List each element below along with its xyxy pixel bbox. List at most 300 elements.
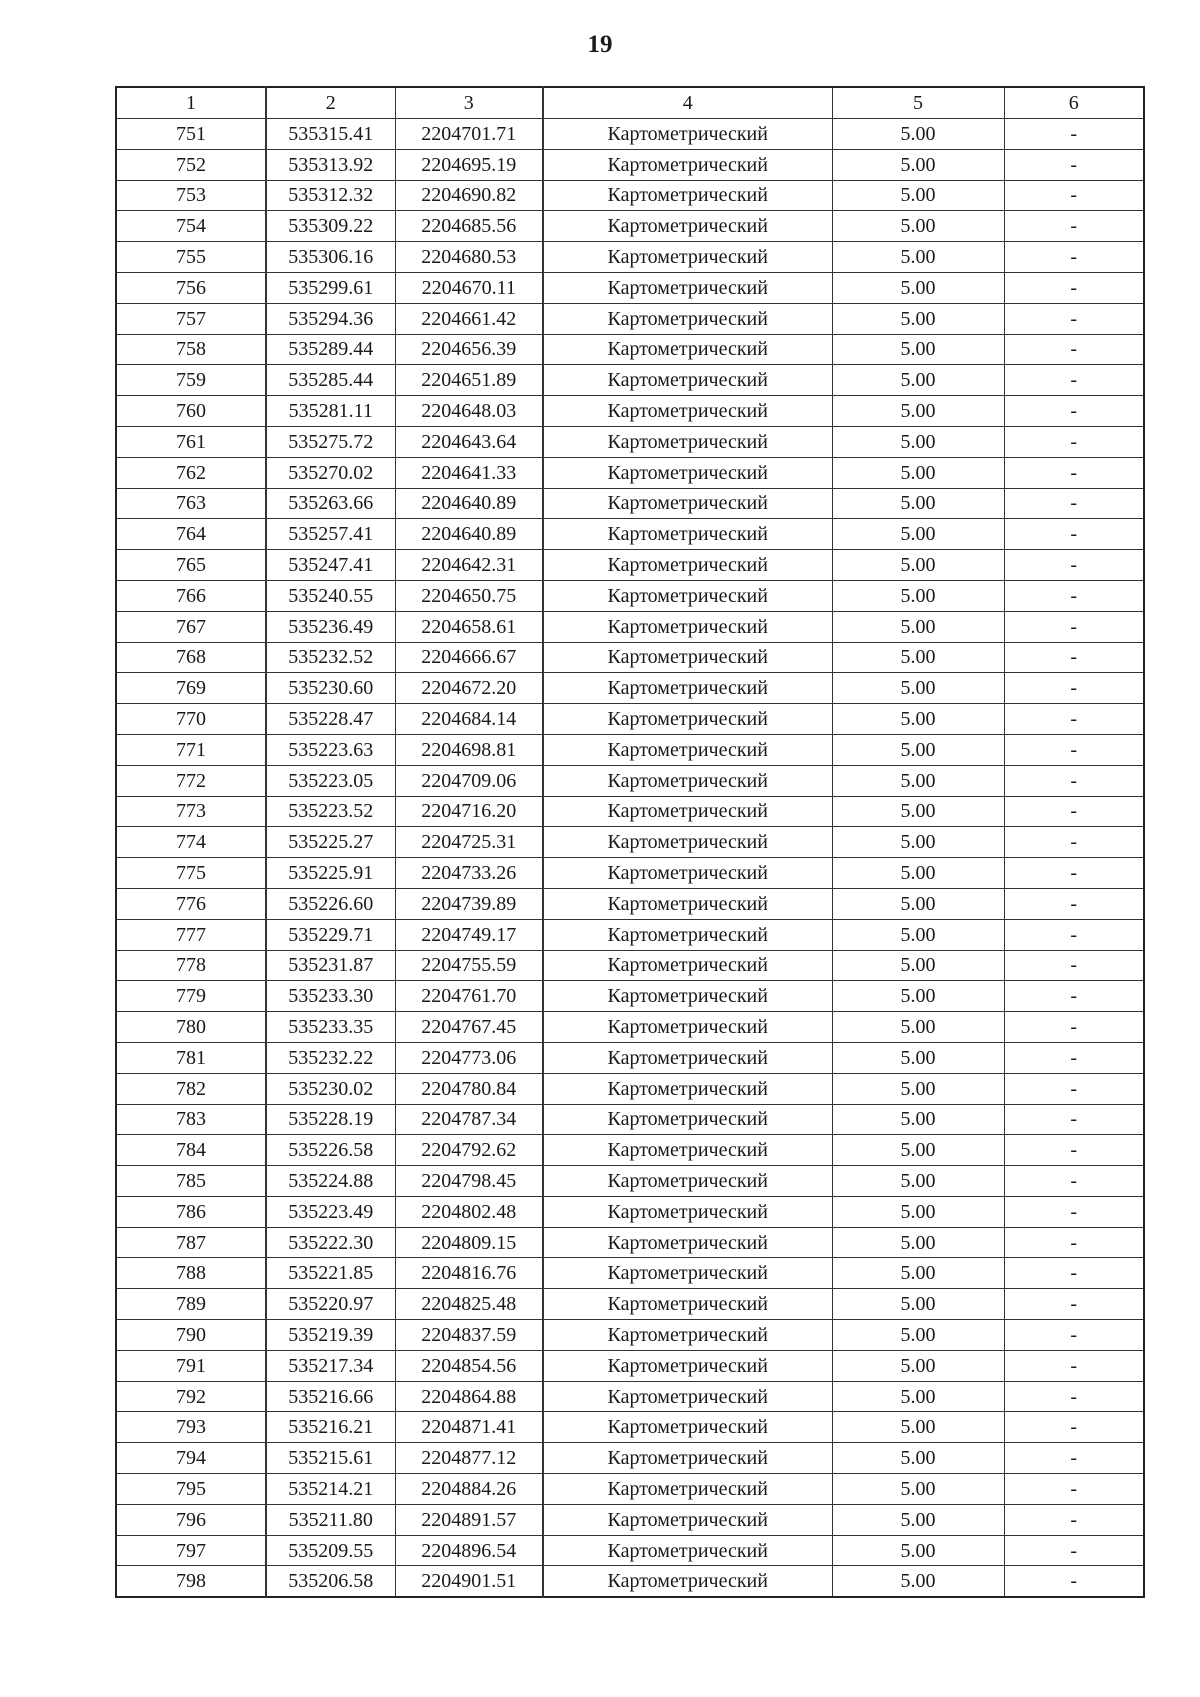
table-row xyxy=(116,796,1144,827)
table-cell: 5.00 xyxy=(832,272,1004,303)
table-cell: 535312.32 xyxy=(266,180,395,211)
table-cell: 5.00 xyxy=(832,642,1004,673)
table-cell: 535226.60 xyxy=(266,888,395,919)
table-cell: 757 xyxy=(116,303,266,334)
table-cell: 535263.66 xyxy=(266,488,395,519)
table-cell: 760 xyxy=(116,396,266,427)
table-cell: 2204716.20 xyxy=(395,796,543,827)
table-cell: 777 xyxy=(116,919,266,950)
table-row xyxy=(116,180,1144,211)
table-row xyxy=(116,1258,1144,1289)
table-cell: 2204749.17 xyxy=(395,919,543,950)
table-cell: 535214.21 xyxy=(266,1474,395,1505)
table-cell: 2204640.89 xyxy=(395,519,543,550)
table-cell: 2204871.41 xyxy=(395,1412,543,1443)
table-cell: 762 xyxy=(116,457,266,488)
table-cell: 5.00 xyxy=(832,1504,1004,1535)
table-cell: Картометрический xyxy=(543,1073,832,1104)
table-cell: 787 xyxy=(116,1227,266,1258)
table-cell: Картометрический xyxy=(543,796,832,827)
table-row xyxy=(116,1504,1144,1535)
column-header: 5 xyxy=(832,87,1004,119)
table-cell: 5.00 xyxy=(832,1196,1004,1227)
table-cell: 2204837.59 xyxy=(395,1320,543,1351)
table-cell: 535231.87 xyxy=(266,950,395,981)
table-row xyxy=(116,827,1144,858)
table-cell: - xyxy=(1004,1320,1144,1351)
table-cell: 2204680.53 xyxy=(395,242,543,273)
table-cell: Картометрический xyxy=(543,611,832,642)
table-cell: 2204896.54 xyxy=(395,1535,543,1566)
table-cell: 5.00 xyxy=(832,211,1004,242)
table-cell: 535225.91 xyxy=(266,858,395,889)
table-cell: Картометрический xyxy=(543,765,832,796)
table-cell: 2204733.26 xyxy=(395,858,543,889)
table-row xyxy=(116,119,1144,150)
table-cell: 535247.41 xyxy=(266,550,395,581)
table-cell: 5.00 xyxy=(832,457,1004,488)
table-row xyxy=(116,1381,1144,1412)
table-row xyxy=(116,673,1144,704)
table-cell: 535294.36 xyxy=(266,303,395,334)
table-row xyxy=(116,642,1144,673)
table-cell: 2204864.88 xyxy=(395,1381,543,1412)
table-cell: 2204825.48 xyxy=(395,1289,543,1320)
table-cell: 2204816.76 xyxy=(395,1258,543,1289)
table-cell: 2204656.39 xyxy=(395,334,543,365)
table-cell: 535220.97 xyxy=(266,1289,395,1320)
table-cell: 5.00 xyxy=(832,1566,1004,1597)
table-cell: - xyxy=(1004,796,1144,827)
table-cell: 756 xyxy=(116,272,266,303)
table-row xyxy=(116,734,1144,765)
table-cell: 2204640.89 xyxy=(395,488,543,519)
table-cell: Картометрический xyxy=(543,1504,832,1535)
table-cell: 761 xyxy=(116,426,266,457)
table-cell: 5.00 xyxy=(832,1320,1004,1351)
table-cell: - xyxy=(1004,242,1144,273)
table-cell: Картометрический xyxy=(543,457,832,488)
table-cell: 535306.16 xyxy=(266,242,395,273)
table-cell: 789 xyxy=(116,1289,266,1320)
table-cell: 797 xyxy=(116,1535,266,1566)
table-cell: 796 xyxy=(116,1504,266,1535)
column-header: 2 xyxy=(266,87,395,119)
table-cell: 775 xyxy=(116,858,266,889)
table-cell: - xyxy=(1004,642,1144,673)
table-cell: 758 xyxy=(116,334,266,365)
table-cell: 535216.66 xyxy=(266,1381,395,1412)
table-cell: 535229.71 xyxy=(266,919,395,950)
table-cell: 795 xyxy=(116,1474,266,1505)
table-cell: 535221.85 xyxy=(266,1258,395,1289)
table-row xyxy=(116,950,1144,981)
table-cell: 2204709.06 xyxy=(395,765,543,796)
table-cell: 535275.72 xyxy=(266,426,395,457)
table-cell: - xyxy=(1004,550,1144,581)
table-cell: 778 xyxy=(116,950,266,981)
table-cell: 759 xyxy=(116,365,266,396)
table-cell: 764 xyxy=(116,519,266,550)
table-cell: Картометрический xyxy=(543,180,832,211)
table-cell: - xyxy=(1004,734,1144,765)
table-cell: 5.00 xyxy=(832,734,1004,765)
table-cell: 5.00 xyxy=(832,303,1004,334)
table-cell: 770 xyxy=(116,704,266,735)
table-cell: Картометрический xyxy=(543,1474,832,1505)
table-cell: 2204685.56 xyxy=(395,211,543,242)
table-cell: - xyxy=(1004,272,1144,303)
table-cell: 794 xyxy=(116,1443,266,1474)
table-cell: Картометрический xyxy=(543,1012,832,1043)
table-cell: - xyxy=(1004,1104,1144,1135)
table-cell: 535285.44 xyxy=(266,365,395,396)
table-cell: - xyxy=(1004,365,1144,396)
table-row xyxy=(116,1535,1144,1566)
table-row xyxy=(116,765,1144,796)
table-cell: 2204877.12 xyxy=(395,1443,543,1474)
table-cell: 784 xyxy=(116,1135,266,1166)
table-cell: - xyxy=(1004,488,1144,519)
table-cell: 766 xyxy=(116,580,266,611)
table-cell: Картометрический xyxy=(543,334,832,365)
table-row xyxy=(116,550,1144,581)
table-cell: 2204809.15 xyxy=(395,1227,543,1258)
table-cell: 5.00 xyxy=(832,1535,1004,1566)
table-cell: - xyxy=(1004,1166,1144,1197)
table-cell: 535230.60 xyxy=(266,673,395,704)
table-cell: 5.00 xyxy=(832,242,1004,273)
table-cell: Картометрический xyxy=(543,950,832,981)
table-row xyxy=(116,1135,1144,1166)
table-cell: 751 xyxy=(116,119,266,150)
table-cell: 2204661.42 xyxy=(395,303,543,334)
table-cell: 2204761.70 xyxy=(395,981,543,1012)
table-cell: 779 xyxy=(116,981,266,1012)
table-cell: 535228.19 xyxy=(266,1104,395,1135)
table-cell: 2204725.31 xyxy=(395,827,543,858)
table-cell: Картометрический xyxy=(543,1350,832,1381)
table-cell: 772 xyxy=(116,765,266,796)
table-cell: Картометрический xyxy=(543,642,832,673)
table-cell: Картометрический xyxy=(543,1196,832,1227)
table-cell: 780 xyxy=(116,1012,266,1043)
table-cell: - xyxy=(1004,149,1144,180)
table-cell: 2204798.45 xyxy=(395,1166,543,1197)
table-cell: - xyxy=(1004,981,1144,1012)
table-cell: Картометрический xyxy=(543,1042,832,1073)
table-row xyxy=(116,242,1144,273)
table-row xyxy=(116,1073,1144,1104)
table-cell: Картометрический xyxy=(543,303,832,334)
table-cell: Картометрический xyxy=(543,704,832,735)
table-cell: 788 xyxy=(116,1258,266,1289)
table-cell: 2204739.89 xyxy=(395,888,543,919)
table-cell: Картометрический xyxy=(543,1104,832,1135)
table-cell: - xyxy=(1004,1381,1144,1412)
table-cell: 535223.52 xyxy=(266,796,395,827)
table-cell: 5.00 xyxy=(832,396,1004,427)
table-cell: - xyxy=(1004,1504,1144,1535)
table-cell: - xyxy=(1004,888,1144,919)
table-cell: 2204901.51 xyxy=(395,1566,543,1597)
table-row xyxy=(116,1289,1144,1320)
table-row xyxy=(116,149,1144,180)
table-cell: 774 xyxy=(116,827,266,858)
table-row xyxy=(116,457,1144,488)
table-cell: - xyxy=(1004,704,1144,735)
table-cell: 535309.22 xyxy=(266,211,395,242)
table-cell: 5.00 xyxy=(832,119,1004,150)
table-cell: - xyxy=(1004,765,1144,796)
table-row xyxy=(116,334,1144,365)
table-cell: 5.00 xyxy=(832,1443,1004,1474)
table-cell: 5.00 xyxy=(832,888,1004,919)
table-cell: - xyxy=(1004,827,1144,858)
table-cell: - xyxy=(1004,1135,1144,1166)
table-cell: - xyxy=(1004,1412,1144,1443)
table-cell: 786 xyxy=(116,1196,266,1227)
table-cell: 754 xyxy=(116,211,266,242)
table-cell: 776 xyxy=(116,888,266,919)
table-cell: - xyxy=(1004,211,1144,242)
table-cell: - xyxy=(1004,396,1144,427)
table-cell: - xyxy=(1004,180,1144,211)
page-number: 19 xyxy=(587,31,613,58)
table-cell: 5.00 xyxy=(832,673,1004,704)
table-cell: 2204690.82 xyxy=(395,180,543,211)
table-cell: Картометрический xyxy=(543,149,832,180)
table-cell: 5.00 xyxy=(832,426,1004,457)
table-row xyxy=(116,981,1144,1012)
table-cell: 535232.52 xyxy=(266,642,395,673)
table-cell: 535222.30 xyxy=(266,1227,395,1258)
table-cell: 2204891.57 xyxy=(395,1504,543,1535)
table-cell: 2204650.75 xyxy=(395,580,543,611)
table-cell: 2204755.59 xyxy=(395,950,543,981)
table-cell: 2204643.64 xyxy=(395,426,543,457)
table-cell: - xyxy=(1004,858,1144,889)
table-cell: 5.00 xyxy=(832,488,1004,519)
table-cell: Картометрический xyxy=(543,1443,832,1474)
table-cell: 5.00 xyxy=(832,1012,1004,1043)
table-cell: 5.00 xyxy=(832,1135,1004,1166)
table-cell: - xyxy=(1004,580,1144,611)
table-row xyxy=(116,1412,1144,1443)
table-cell: Картометрический xyxy=(543,1227,832,1258)
table-cell: 5.00 xyxy=(832,1412,1004,1443)
table-cell: Картометрический xyxy=(543,1412,832,1443)
table-cell: - xyxy=(1004,1443,1144,1474)
table-cell: - xyxy=(1004,611,1144,642)
table-cell: 2204670.11 xyxy=(395,272,543,303)
table-cell: 5.00 xyxy=(832,1073,1004,1104)
table-cell: 5.00 xyxy=(832,1258,1004,1289)
table-cell: 535281.11 xyxy=(266,396,395,427)
table-cell: 535315.41 xyxy=(266,119,395,150)
table-cell: 792 xyxy=(116,1381,266,1412)
table-cell: 752 xyxy=(116,149,266,180)
table-row xyxy=(116,396,1144,427)
table-cell: Картометрический xyxy=(543,827,832,858)
table-cell: - xyxy=(1004,673,1144,704)
table-cell: 5.00 xyxy=(832,580,1004,611)
table-cell: 755 xyxy=(116,242,266,273)
table-cell: 2204648.03 xyxy=(395,396,543,427)
column-header: 4 xyxy=(543,87,832,119)
table-row xyxy=(116,1166,1144,1197)
table-row xyxy=(116,1474,1144,1505)
table-cell: - xyxy=(1004,1042,1144,1073)
table-cell: 2204787.34 xyxy=(395,1104,543,1135)
table-cell: 535219.39 xyxy=(266,1320,395,1351)
table-cell: 5.00 xyxy=(832,1474,1004,1505)
table-cell: 5.00 xyxy=(832,550,1004,581)
table-cell: - xyxy=(1004,1535,1144,1566)
coordinates-table xyxy=(115,86,1145,1598)
table-row xyxy=(116,1196,1144,1227)
table-row xyxy=(116,365,1144,396)
column-header: 3 xyxy=(395,87,543,119)
table-cell: 2204773.06 xyxy=(395,1042,543,1073)
table-cell: 5.00 xyxy=(832,365,1004,396)
table-cell: Картометрический xyxy=(543,1166,832,1197)
table-cell: 5.00 xyxy=(832,180,1004,211)
table-row xyxy=(116,611,1144,642)
table-row xyxy=(116,580,1144,611)
table-cell: Картометрический xyxy=(543,211,832,242)
table-cell: 791 xyxy=(116,1350,266,1381)
table-cell: Картометрический xyxy=(543,550,832,581)
table-cell: 2204701.71 xyxy=(395,119,543,150)
table-cell: 535299.61 xyxy=(266,272,395,303)
table-cell: 535233.30 xyxy=(266,981,395,1012)
table-cell: Картометрический xyxy=(543,888,832,919)
table-row xyxy=(116,303,1144,334)
table-row xyxy=(116,211,1144,242)
table-cell: 535215.61 xyxy=(266,1443,395,1474)
table-cell: 2204666.67 xyxy=(395,642,543,673)
table-cell: 535224.88 xyxy=(266,1166,395,1197)
table-cell: 535217.34 xyxy=(266,1350,395,1381)
table-cell: 5.00 xyxy=(832,827,1004,858)
table-cell: 783 xyxy=(116,1104,266,1135)
table-cell: 5.00 xyxy=(832,704,1004,735)
table-cell: 2204802.48 xyxy=(395,1196,543,1227)
table-cell: - xyxy=(1004,457,1144,488)
table-cell: - xyxy=(1004,1350,1144,1381)
table-cell: Картометрический xyxy=(543,1566,832,1597)
table-row xyxy=(116,1104,1144,1135)
table-header-row xyxy=(116,87,1144,119)
table-cell: Картометрический xyxy=(543,1381,832,1412)
table-cell: Картометрический xyxy=(543,488,832,519)
table-cell: 5.00 xyxy=(832,919,1004,950)
column-header: 1 xyxy=(116,87,266,119)
table-cell: - xyxy=(1004,426,1144,457)
table-cell: 5.00 xyxy=(832,1289,1004,1320)
table-cell: 535206.58 xyxy=(266,1566,395,1597)
table-cell: Картометрический xyxy=(543,734,832,765)
table-cell: 2204658.61 xyxy=(395,611,543,642)
table-row xyxy=(116,858,1144,889)
table-row xyxy=(116,488,1144,519)
table-cell: Картометрический xyxy=(543,519,832,550)
table-cell: - xyxy=(1004,519,1144,550)
table-cell: 2204695.19 xyxy=(395,149,543,180)
table-cell: 2204698.81 xyxy=(395,734,543,765)
table-cell: Картометрический xyxy=(543,1135,832,1166)
table-row xyxy=(116,704,1144,735)
table-cell: 2204884.26 xyxy=(395,1474,543,1505)
table-row xyxy=(116,888,1144,919)
table-cell: Картометрический xyxy=(543,981,832,1012)
table-cell: 535223.49 xyxy=(266,1196,395,1227)
table-row xyxy=(116,1320,1144,1351)
table-cell: - xyxy=(1004,950,1144,981)
table-cell: - xyxy=(1004,334,1144,365)
table-cell: Картометрический xyxy=(543,1289,832,1320)
table-cell: 5.00 xyxy=(832,981,1004,1012)
table-cell: Картометрический xyxy=(543,1258,832,1289)
table-cell: 535313.92 xyxy=(266,149,395,180)
table-cell: 5.00 xyxy=(832,611,1004,642)
table-row xyxy=(116,1042,1144,1073)
table-row xyxy=(116,1350,1144,1381)
table-cell: 768 xyxy=(116,642,266,673)
table-cell: 2204780.84 xyxy=(395,1073,543,1104)
table-row xyxy=(116,1443,1144,1474)
table-row xyxy=(116,1012,1144,1043)
table-cell: 5.00 xyxy=(832,1104,1004,1135)
table-cell: - xyxy=(1004,1196,1144,1227)
table-cell: 535236.49 xyxy=(266,611,395,642)
table-cell: 5.00 xyxy=(832,334,1004,365)
table-cell: 535232.22 xyxy=(266,1042,395,1073)
table-cell: 535233.35 xyxy=(266,1012,395,1043)
table-cell: 5.00 xyxy=(832,1042,1004,1073)
table-cell: Картометрический xyxy=(543,1535,832,1566)
table-cell: 771 xyxy=(116,734,266,765)
table-cell: 535209.55 xyxy=(266,1535,395,1566)
table-cell: 773 xyxy=(116,796,266,827)
table-cell: 535240.55 xyxy=(266,580,395,611)
table-cell: 535289.44 xyxy=(266,334,395,365)
table-cell: - xyxy=(1004,1289,1144,1320)
table-row xyxy=(116,919,1144,950)
table-cell: 5.00 xyxy=(832,765,1004,796)
table-cell: 5.00 xyxy=(832,1350,1004,1381)
table-cell: 5.00 xyxy=(832,1381,1004,1412)
table-cell: - xyxy=(1004,1227,1144,1258)
table-cell: 2204767.45 xyxy=(395,1012,543,1043)
table-row xyxy=(116,1227,1144,1258)
table-cell: Картометрический xyxy=(543,242,832,273)
table-cell: 785 xyxy=(116,1166,266,1197)
table-cell: 2204651.89 xyxy=(395,365,543,396)
table-cell: 765 xyxy=(116,550,266,581)
table-cell: - xyxy=(1004,919,1144,950)
table-cell: Картометрический xyxy=(543,426,832,457)
table-cell: Картометрический xyxy=(543,1320,832,1351)
table-cell: 5.00 xyxy=(832,858,1004,889)
table-cell: - xyxy=(1004,1073,1144,1104)
table-cell: 535230.02 xyxy=(266,1073,395,1104)
table-cell: 769 xyxy=(116,673,266,704)
table-cell: Картометрический xyxy=(543,919,832,950)
column-header: 6 xyxy=(1004,87,1144,119)
table-cell: - xyxy=(1004,1012,1144,1043)
